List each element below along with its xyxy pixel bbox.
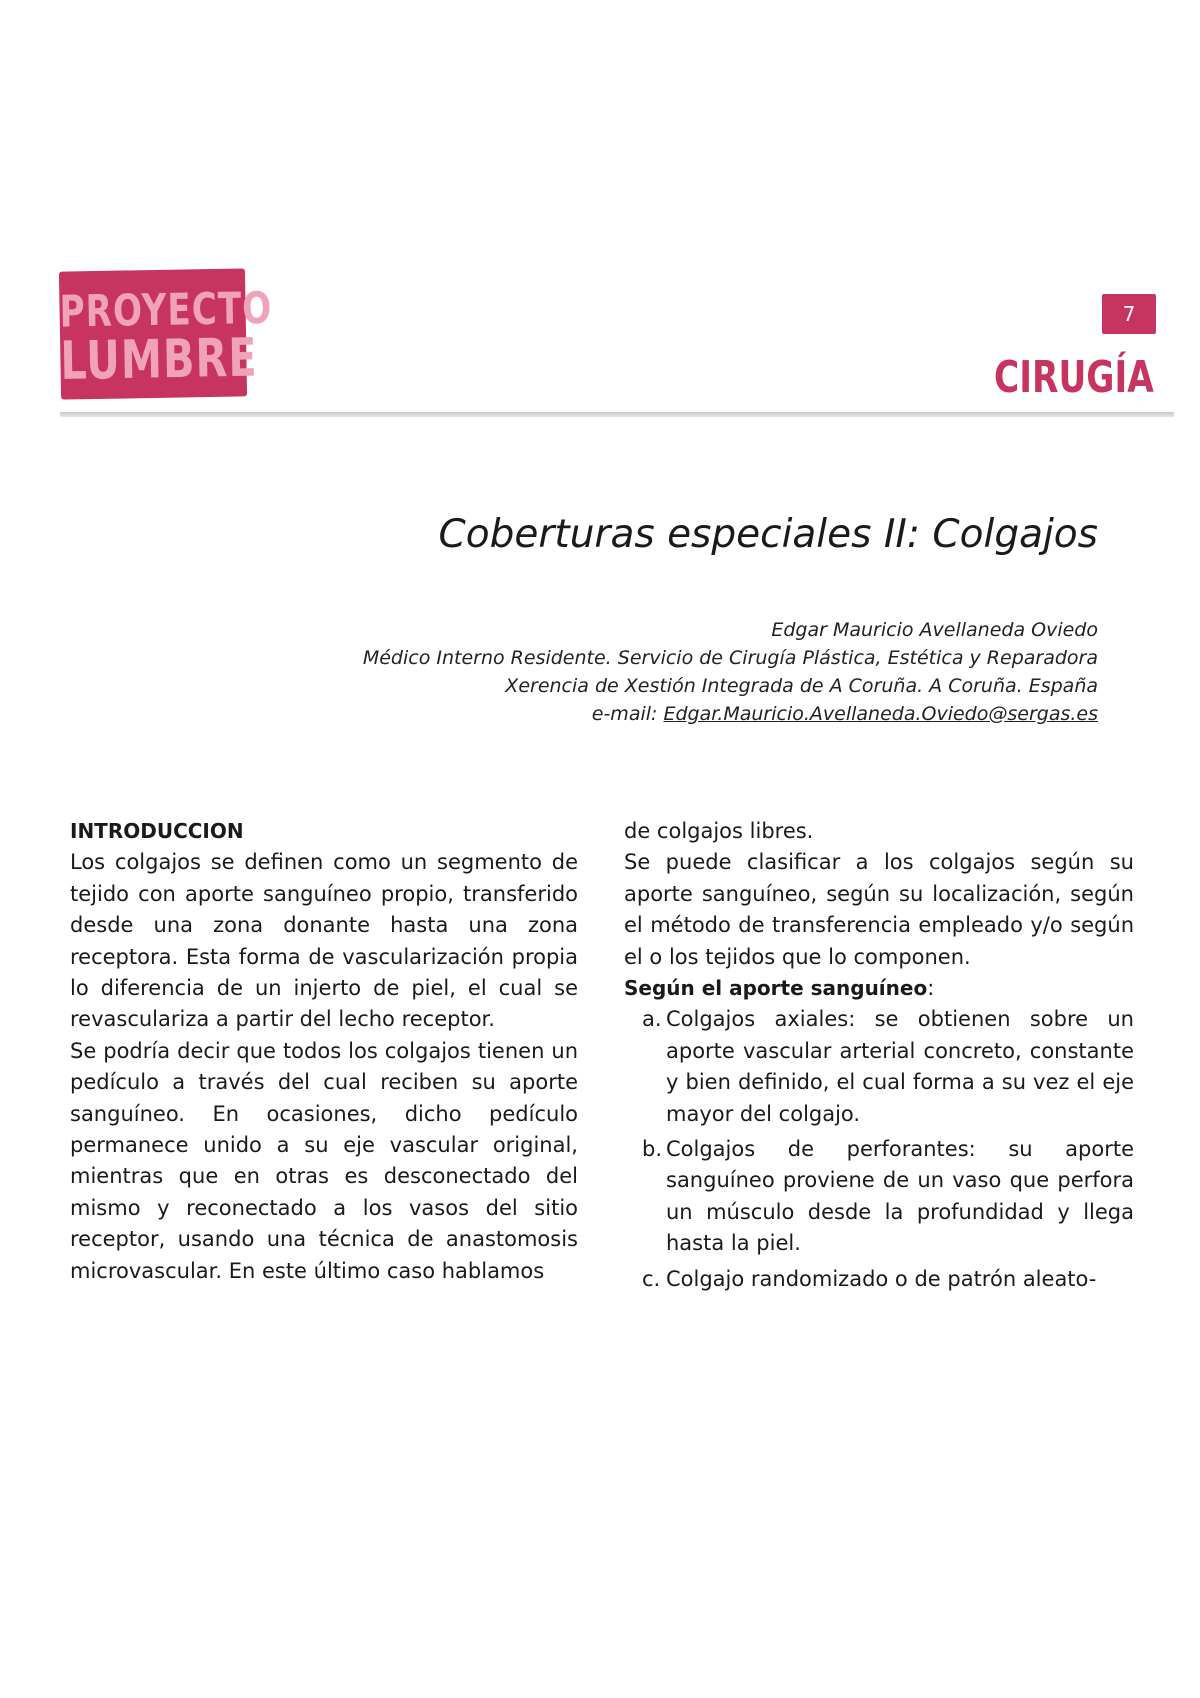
- header-divider: [60, 412, 1174, 417]
- page-number: 7: [1102, 294, 1156, 334]
- paragraph: Se puede clasificar a los colgajos según su aporte sanguíneo, según su localización, según el método de transferencia empleado y/o según el o los tejidos que lo componen.: [624, 850, 1134, 969]
- paragraph: Los colgajos se definen como un segmento de tejido con aporte sanguíneo propio, transferido desde una zona donante hasta una zona receptora. Esta forma de vascularización propia lo diferencia de un injerto de piel, el cual se revasculariza a partir del lecho receptor.: [70, 850, 578, 1032]
- affiliation-line-1: Médico Interno Residente. Servicio de Cirugía Plástica, Estética y Reparadora: [362, 647, 1098, 669]
- author-block: [363, 616, 1098, 728]
- list-item-text: Colgajo randomizado o de patrón aleato-: [666, 1266, 1097, 1291]
- section-label: CIRUGÍA: [994, 352, 1154, 403]
- subheading: [624, 973, 1134, 1004]
- article-title: Coberturas especiales II: Colgajos: [438, 512, 1098, 557]
- email-link[interactable]: Edgar.Mauricio.Avellaneda.Oviedo@sergas.es: [663, 703, 1098, 725]
- list-item-text: Colgajos axiales: se obtienen sobre un aporte vascular arterial concreto, constante y bien definido, el cual forma a su vez el eje mayor del colgajo.: [666, 1007, 1134, 1126]
- paragraph: de colgajos libres.: [624, 819, 814, 843]
- author-name: Edgar Mauricio Avellaneda Oviedo: [771, 619, 1098, 641]
- classification-list: [624, 1004, 1134, 1295]
- list-marker: a.: [642, 1007, 662, 1032]
- right-column: [624, 816, 1134, 1299]
- paragraph: Se podría decir que todos los colgajos tienen un pedículo a través del cual reciben su aporte sanguíneo. En ocasiones, dicho pedículo permanece unido a su eje vascular original, mientras que en otras es desconectado del mismo y reconectado a los vasos del sitio receptor, usando una técnica de anastomosis microvascular. En este último caso hablamos: [70, 1038, 578, 1283]
- subheading-colon: :: [927, 976, 935, 1001]
- list-item-text: Colgajos de perforantes: su aporte sanguíneo proviene de un vaso que perfora un músculo desde la profundidad y llega hasta la piel.: [666, 1137, 1134, 1256]
- logo-line-1: PROYECTO: [59, 282, 273, 337]
- subheading-text: Según el aporte sanguíneo: [624, 976, 928, 1001]
- proyecto-lumbre-logo: [59, 268, 273, 399]
- logo-line-2: LUMBRE: [59, 326, 259, 392]
- list-item: [624, 1264, 1134, 1295]
- affiliation-line-2: Xerencia de Xestión Integrada de A Coruña. A Coruña. España: [505, 675, 1098, 697]
- list-item: [624, 1004, 1134, 1130]
- email-line: [363, 700, 1098, 728]
- list-marker: c.: [642, 1266, 661, 1291]
- list-item: [624, 1134, 1134, 1260]
- list-marker: b.: [642, 1137, 663, 1162]
- email-label: e-mail:: [591, 703, 658, 725]
- left-column: [70, 816, 578, 1287]
- section-heading: INTRODUCCION: [70, 819, 244, 843]
